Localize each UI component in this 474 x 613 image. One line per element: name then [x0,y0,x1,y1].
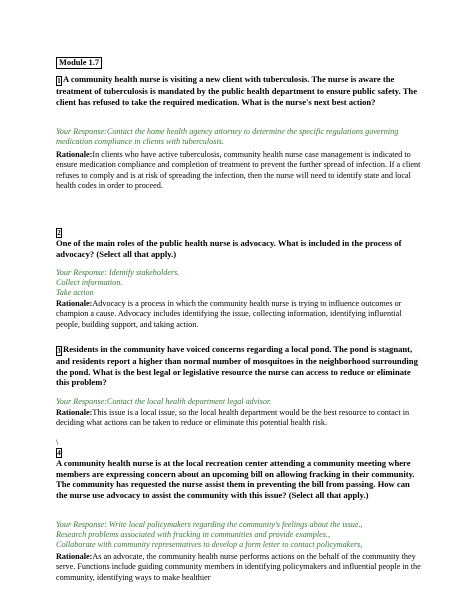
response-4 [56,520,422,551]
rationale-label: Rationale: [56,552,93,561]
response-label: Your Response: [56,127,107,136]
question-number-box: 1 [57,77,61,85]
question-text: A community health nurse is visiting a new client with tuberculosis. The nurse is aware the treatment of tuberculosis is mandated by the public health department to ensure public safety. The client has refused to take the required medication. What is the nurse's next best action? [56,74,418,107]
response-line: Identify stakeholders. [108,268,180,277]
response-1 [56,127,422,147]
response-3 [56,397,422,407]
response-label: Your Response: [56,268,107,277]
question-number-box: 4 [57,449,61,457]
question-2 [56,228,422,259]
response-text: Contact the home health agency attorney to determine the specific regulations governing medication compliance in clients with tuberculosis. [56,127,399,147]
question-text: One of the main roles of the public health nurse is advocacy. What is included in the process of advocacy? (Select all that apply.) [56,238,402,259]
response-2 [56,268,422,299]
rationale-label: Rationale: [56,299,93,308]
question-number-box: 2 [57,229,61,237]
response-label: Your Response: [56,520,107,529]
question-text: A community health nurse is at the local recreation center attending a community meeting where members are expressing concern about an upcoming bill on allowing fracking in their community. The community has requested the nurse assist them in preventing the bill from passing. How can the nurse use advocacy to assist the community with this issue? (Select all that apply.) [56,458,415,501]
rationale-text: Advocacy is a process in which the community health nurse is trying to influence outcomes or champion a cause. Advocacy includes identifying the issue, collecting information, identifying influential people, building support, and taking action. [56,299,402,329]
response-label: Your Response: [56,397,107,406]
question-1 [56,74,422,107]
response-line: Collaborate with community representatives to develop a form letter to contact policymakers, [56,540,363,550]
question-text: Residents in the community have voiced concerns regarding a local pond. The pond is stagnant, and residents report a higher than normal number of mosquitoes in the neighborhood surrounding the pond. What is the best legal or legislative resource the nurse can access to reduce or eliminate this problem? [56,344,418,388]
rationale-4 [56,552,422,583]
rationale-2 [56,299,422,330]
rationale-1 [56,150,422,191]
rationale-3 [56,408,422,429]
rationale-text: This issue is a local issue, so the local health department would be the best resource to contact in deciding what actions can be taken to reduce or eliminate this potential health risk. [56,408,410,428]
response-line: Research problems associated with fracking in communities and provide examples., [56,530,331,540]
response-line: Take action [56,288,94,298]
response-line: Collect information. [56,278,123,288]
question-number-box: 3 [57,347,61,355]
response-text: Contact the local health department legal advisor. [106,397,272,406]
rationale-text: In clients who have active tuberculosis, community health nurse case management is indicated to ensure medication compliance and completion of treatment to prevent the further spread of infection. If a client refuses to comply and is at risk of spreading the infection, then the nurse will need to identify state and local health codes in order to proceed. [56,150,421,190]
response-line: Write local policymakers regarding the community's feelings about the issue., [108,520,363,529]
rationale-label: Rationale: [56,150,93,159]
rationale-label: Rationale: [56,408,93,417]
rationale-text: As an advocate, the community health nurse performs actions on the behalf of the community they serve. Functions include guiding community members in identifying policymakers and influential people in the community, identifying ways to make healthier [56,552,421,582]
stray-backslash: \ [56,438,59,447]
module-label: Module 1.7 [56,57,102,69]
question-4 [56,448,422,501]
question-3 [56,344,422,388]
